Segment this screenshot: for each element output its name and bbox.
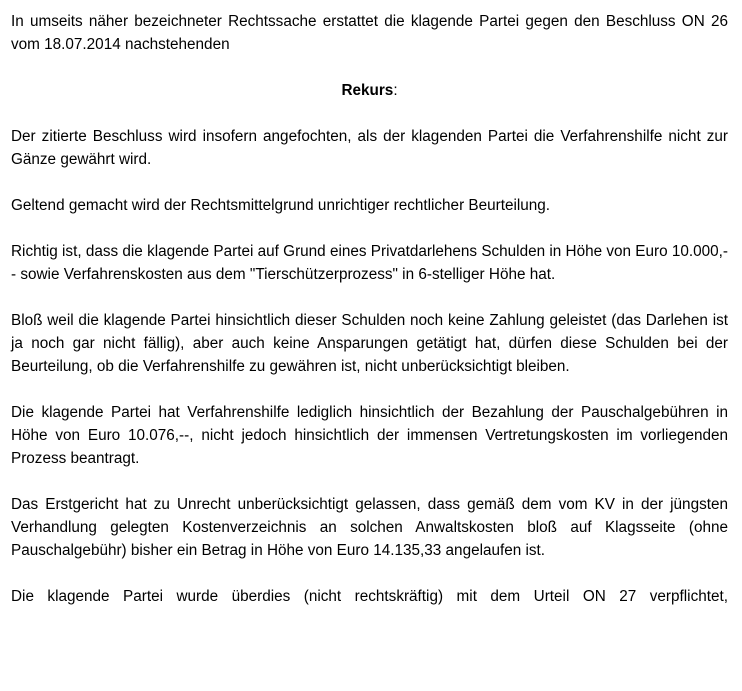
paragraph-debts: Richtig ist, dass die klagende Partei auf Grund eines Privatdarlehens Schulden in Höhe von Euro 10.000,-- sowie Verfahrenskosten aus dem "Tierschützerprozess" in 6-stelliger Höhe hat. <box>11 243 728 283</box>
paragraph-contested-decision: Der zitierte Beschluss wird insofern angefochten, als der klagenden Partei die Verfahrenshilfe nicht zur Gänze gewährt wird. <box>11 128 728 168</box>
paragraph-lawyer-costs: Das Erstgericht hat zu Unrecht unberücksichtigt gelassen, dass gemäß dem vom KV in der jüngsten Verhandlung gelegten Kostenverzeichnis an solchen Anwaltskosten bloß auf Klagsseite (ohne Pauschalgebühr) bisher ein Betrag in Höhe von Euro 14.135,33 angelaufen ist. <box>11 496 728 559</box>
paragraph-fees-applied: Die klagende Partei hat Verfahrenshilfe lediglich hinsichtlich der Bezahlung der Pauschalgebühren in Höhe von Euro 10.076,--, nicht jedoch hinsichtlich der immensen Vertretungskosten im vorliegenden Prozess beantragt. <box>11 404 728 467</box>
paragraph-ground-of-appeal: Geltend gemacht wird der Rechtsmittelgrund unrichtiger rechtlicher Beurteilung. <box>11 197 551 214</box>
document-body <box>11 10 728 631</box>
section-heading <box>11 79 728 102</box>
heading-colon: : <box>393 82 398 99</box>
paragraph-judgment-obligation: Die klagende Partei wurde überdies (nicht rechtskräftig) mit dem Urteil ON 27 verpflichtet, <box>11 588 728 605</box>
heading-title: Rekurs <box>341 82 394 99</box>
intro-paragraph: In umseits näher bezeichneter Rechtssache erstattet die klagende Partei gegen den Beschluss ON 26 vom 18.07.2014 nachstehenden <box>11 13 728 53</box>
paragraph-no-payment: Bloß weil die klagende Partei hinsichtlich dieser Schulden noch keine Zahlung geleistet (das Darlehen ist ja noch gar nicht fällig), aber auch keine Ansparungen getätigt hat, dürfen diese Schulden bei der Beurteilung, ob die Verfahrenshilfe zu gewähren ist, nicht unberücksichtigt bleiben. <box>11 312 728 375</box>
